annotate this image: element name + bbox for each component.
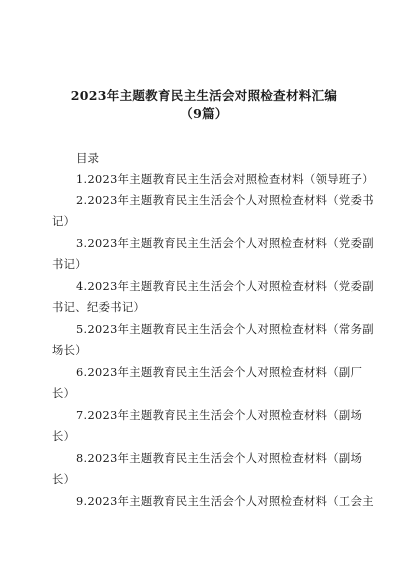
toc-item-3[interactable]: 3.2023年主题教育民主生活会个人对照检查材料（党委副: [76, 237, 374, 250]
toc-item-2[interactable]: 2.2023年主题教育民主生活会个人对照检查材料（党委书: [76, 194, 374, 207]
toc-item-5-continuation[interactable]: 场长）: [52, 344, 87, 357]
document-subtitle: （9篇）: [180, 106, 228, 121]
toc-item-7-continuation[interactable]: 长）: [52, 430, 76, 443]
toc-item-1[interactable]: 1.2023年主题教育民主生活会对照检查材料（领导班子）: [76, 173, 374, 186]
toc-item-6-continuation[interactable]: 长）: [52, 387, 76, 400]
toc-item-8[interactable]: 8.2023年主题教育民主生活会个人对照检查材料（副场: [76, 452, 363, 465]
toc-item-2-continuation[interactable]: 记）: [52, 215, 76, 228]
document-title: 2023年主题教育民主生活会对照检查材料汇编: [70, 88, 338, 103]
toc-item-9[interactable]: 9.2023年主题教育民主生活会个人对照检查材料（工会主: [76, 495, 374, 508]
toc-item-3-continuation[interactable]: 书记）: [52, 258, 87, 271]
toc-item-5[interactable]: 5.2023年主题教育民主生活会个人对照检查材料（常务副: [76, 323, 374, 336]
toc-item-7[interactable]: 7.2023年主题教育民主生活会个人对照检查材料（副场: [76, 409, 363, 422]
toc-item-4[interactable]: 4.2023年主题教育民主生活会个人对照检查材料（党委副: [76, 280, 374, 293]
toc-item-4-continuation[interactable]: 书记、纪委书记）: [52, 301, 146, 314]
toc-item-6[interactable]: 6.2023年主题教育民主生活会个人对照检查材料（副厂: [76, 366, 363, 379]
toc-item-8-continuation[interactable]: 长）: [52, 473, 76, 486]
toc-heading: 目录: [76, 151, 99, 165]
